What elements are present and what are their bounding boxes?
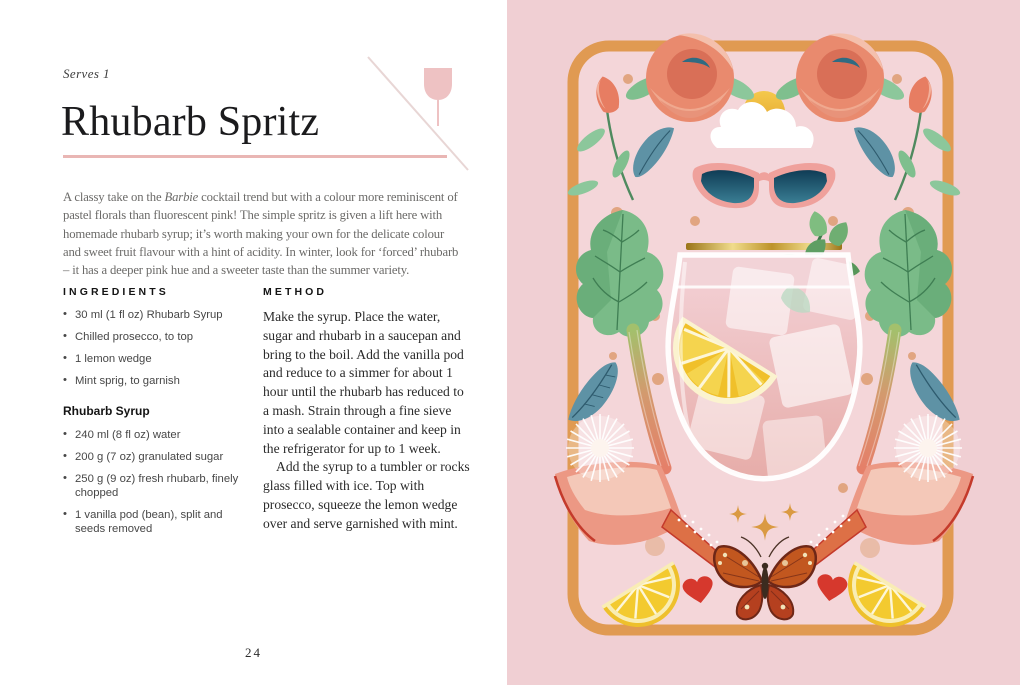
list-item: • Chilled prosecco, to top xyxy=(63,330,245,344)
ingredients-heading: INGREDIENTS xyxy=(63,286,169,298)
method-column xyxy=(263,286,471,534)
list-item: • 240 ml (8 fl oz) water xyxy=(63,428,245,442)
method-paragraph: Make the syrup. Place the water, sugar and rhubarb in a saucepan and bring to the boil. Add the vanilla pod and reduce to a simmer for about 1 hour until the rhubarb has reduced to a mash. Strain through a fine sieve into a sealable container and keep in the refrigerator for up to 1 week. xyxy=(263,309,464,456)
syrup-ingredients-list xyxy=(63,428,245,536)
dandelion-right xyxy=(894,414,962,482)
page-title: Rhubarb Spritz xyxy=(61,99,320,145)
method-heading: METHOD xyxy=(263,286,328,298)
left-page xyxy=(0,0,507,685)
intro-text-rest: cocktail trend but with a colour more reminiscent of pastel florals than fluorescent pink! The simple spritz is given a lift here with homemade rhubarb syrup; it’s worth making your own for the delicate colour and sweet fruit flavour with a hint of acidity. In winter, look for ‘forced’ rhubarb – it has a deeper pink hue and a sweeter taste than the summer variety. xyxy=(63,189,459,278)
diagonal-rule xyxy=(368,57,468,170)
title-underline xyxy=(63,155,447,158)
list-item: • 30 ml (1 fl oz) Rhubarb Syrup xyxy=(63,308,245,322)
list-item: • Mint sprig, to garnish xyxy=(63,374,245,388)
intro-italic-word: Barbie xyxy=(164,189,199,204)
list-item: • 1 vanilla pod (bean), split and seeds removed xyxy=(63,508,245,536)
cocktail-card-illustration xyxy=(507,0,1020,685)
serves-label: Serves 1 xyxy=(63,66,110,81)
syrup-subheading: Rhubarb Syrup xyxy=(63,404,150,418)
method-paragraph: Add the syrup to a tumbler or rocks glass filled with ice. Top with prosecco, squeeze the lemon wedge over and serve garnished with mint. xyxy=(263,459,470,531)
list-item: • 250 g (9 oz) fresh rhubarb, finely chopped xyxy=(63,472,245,500)
page-number: 24 xyxy=(245,645,262,660)
ingredients-column xyxy=(63,286,245,544)
corner-decoration xyxy=(358,52,478,182)
intro-paragraph xyxy=(63,188,461,280)
ingredients-list xyxy=(63,308,245,388)
list-item: • 1 lemon wedge xyxy=(63,352,245,366)
dandelion-left xyxy=(566,414,634,482)
right-page xyxy=(507,0,1020,685)
intro-text: A classy take on the xyxy=(63,189,165,204)
list-item: • 200 g (7 oz) granulated sugar xyxy=(63,450,245,464)
wine-glass-icon xyxy=(424,68,452,126)
